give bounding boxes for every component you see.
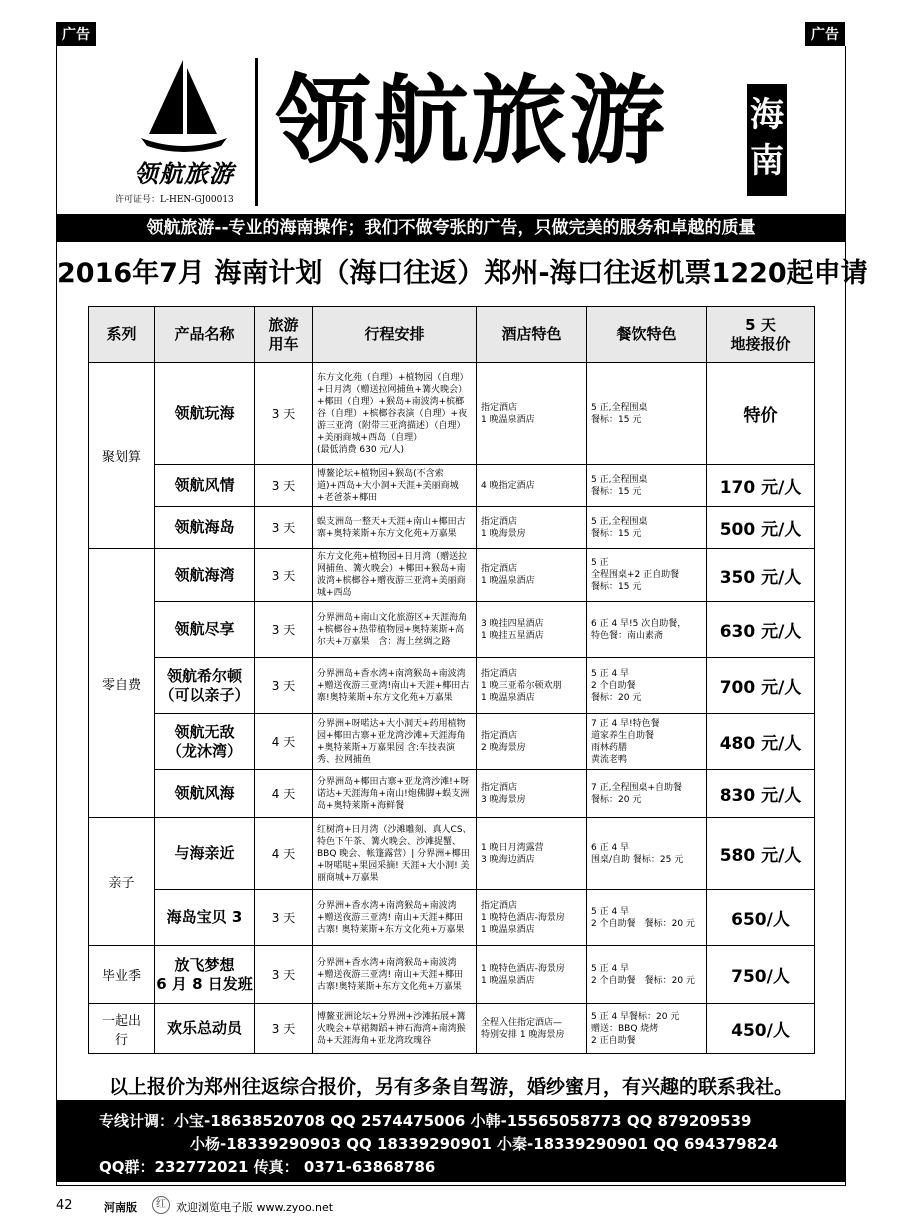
series-cell: 零自费	[89, 549, 155, 818]
hotel-cell: 指定酒店 3 晚海景房	[477, 770, 587, 818]
itinerary-cell: 蜈支洲岛一整天+天涯+南山+椰田古寨+奥特莱斯+东方文化苑+万嘉果	[313, 507, 477, 549]
meal-cell: 5 正 4 早 2 个自助餐 餐标：20 元	[587, 658, 707, 714]
price-cell: 750/人	[707, 946, 815, 1004]
col-header: 行程安排	[313, 307, 477, 363]
price-cell: 700 元/人	[707, 658, 815, 714]
ad-label-left: 广告	[56, 22, 96, 46]
product-name: 领航海湾	[155, 549, 255, 602]
itinerary-cell: 分界洲+呀喏达+大小洞天+药用植物园+椰田古寨+亚龙湾沙滩+天涯海角+奥特莱斯+万嘉果园 含:车技表演秀、拉网捕鱼	[313, 714, 477, 770]
meal-cell: 5 正 全程围桌+2 正自助餐 餐标：15 元	[587, 549, 707, 602]
license-number: 许可证号：L-HEN-GJ00013	[115, 195, 234, 205]
contact-line-3: QQ群：232772021 传真： 0371-63868786	[99, 1158, 436, 1176]
product-name: 领航风情	[155, 465, 255, 507]
hotel-cell: 3 晚挂四星酒店 1 晚挂五星酒店	[477, 602, 587, 658]
product-name: 领航海岛	[155, 507, 255, 549]
hotel-cell: 指定酒店 1 晚温泉酒店	[477, 549, 587, 602]
days-cell: 3 天	[255, 465, 313, 507]
itinerary-cell: 博鳌论坛+植物园+猴岛(不含索道)+西岛+大小洞+天涯+美丽商城+老爸茶+椰田	[313, 465, 477, 507]
meal-cell: 5 正,全程围桌 餐标：15 元	[587, 465, 707, 507]
table-row	[89, 465, 815, 507]
price-cell: 350 元/人	[707, 549, 815, 602]
table-header-row	[89, 307, 815, 363]
page-number: 42	[56, 1198, 73, 1213]
hotel-cell: 4 晚指定酒店	[477, 465, 587, 507]
contact-line-1: 专线计调：小宝-18638520708 QQ 2574475006 小韩-15565058773 QQ 879209539	[99, 1112, 752, 1130]
product-name: 欢乐总动员	[155, 1004, 255, 1054]
itinerary-cell: 分界洲岛+南山文化旅游区+天涯海角+槟榔谷+热带植物园+奥特莱斯+高尔夫+万嘉果 含：海上丝绸之路	[313, 602, 477, 658]
days-cell: 3 天	[255, 946, 313, 1004]
hotel-cell: 1 晚特色酒店-海景房 1 晚温泉酒店	[477, 946, 587, 1004]
days-cell: 4 天	[255, 770, 313, 818]
meal-cell: 6 正 4 早 围桌/自助 餐标：25 元	[587, 818, 707, 890]
table-row	[89, 890, 815, 946]
price-cell: 450/人	[707, 1004, 815, 1054]
table-row	[89, 602, 815, 658]
table-row	[89, 714, 815, 770]
logo-text: 领航旅游	[134, 159, 234, 188]
product-name: 与海亲近	[155, 818, 255, 890]
footer	[56, 1196, 846, 1216]
sailboat-icon	[139, 58, 229, 154]
col-header: 餐饮特色	[587, 307, 707, 363]
meal-cell: 5 正,全程围桌 餐标：15 元	[587, 507, 707, 549]
region-badge: 海南	[747, 84, 787, 196]
table-row	[89, 946, 815, 1004]
itinerary-cell: 分界洲岛+椰田古寨+亚龙湾沙滩!+呀诺达+天涯海角+南山!炮佛脚+蜈支洲岛+奥特莱斯+海鲜餐	[313, 770, 477, 818]
header	[57, 54, 845, 204]
price-cell: 特价	[707, 363, 815, 465]
price-cell: 580 元/人	[707, 818, 815, 890]
price-cell: 480 元/人	[707, 714, 815, 770]
price-cell: 500 元/人	[707, 507, 815, 549]
tour-table	[88, 306, 815, 1054]
days-cell: 3 天	[255, 658, 313, 714]
table-row	[89, 658, 815, 714]
hotel-cell: 指定酒店 1 晚特色酒店-海景房 1 晚温泉酒店	[477, 890, 587, 946]
col-header: 旅游 用车	[255, 307, 313, 363]
price-note: 以上报价为郑州往返综合报价，另有多条自驾游，婚纱蜜月，有兴趣的联系我社。	[108, 1076, 793, 1098]
product-name: 领航玩海	[155, 363, 255, 465]
hotel-cell: 全程入住指定酒店— 特别安排 1 晚海景房	[477, 1004, 587, 1054]
product-name: 领航无敌 （龙沐湾）	[155, 714, 255, 770]
itinerary-cell: 分界洲岛+香水湾+南湾猴岛+南波湾+赠送夜游三亚湾!南山+天涯+椰田古寨!奥特莱斯+东方文化苑+万嘉果	[313, 658, 477, 714]
table-row	[89, 770, 815, 818]
price-cell: 830 元/人	[707, 770, 815, 818]
hotel-cell: 指定酒店 1 晚海景房	[477, 507, 587, 549]
plan-title: 2016年7月 海南计划（海口往返）郑州-海口往返机票1220起申请	[57, 258, 868, 289]
logo	[109, 58, 257, 204]
footer-website: 欢迎浏览电子版 www.zyoo.net	[176, 1201, 334, 1214]
days-cell: 3 天	[255, 507, 313, 549]
series-cell: 一起出 行	[89, 1004, 155, 1054]
product-name: 领航希尔顿 （可以亲子）	[155, 658, 255, 714]
table-row	[89, 507, 815, 549]
contact-line-2: 小杨-18339290903 QQ 18339290901 小秦-18339290901 QQ 694379824	[190, 1135, 778, 1153]
itinerary-cell: 东方文化苑（自理）+植物园（自理）+日月湾（赠送拉网捕鱼+篝火晚会）+椰田（自理）+猴岛+南波湾+槟榔谷（自理）+槟榔谷表演（自理）+夜游三亚湾（附带三亚湾描述）（自理）+美丽商城+西岛（自理） (最低消费 630 元/人)	[313, 363, 477, 465]
hotel-cell: 指定酒店 1 晚三亚希尔顿欢朋 1 晚温泉酒店	[477, 658, 587, 714]
col-header: 5 天 地接报价	[707, 307, 815, 363]
days-cell: 4 天	[255, 714, 313, 770]
hotel-cell: 1 晚日月湾露营 3 晚海边酒店	[477, 818, 587, 890]
series-cell: 聚划算	[89, 363, 155, 549]
slogan-bar: 领航旅游--专业的海南操作；我们不做夸张的广告，只做完美的服务和卓越的质量	[57, 214, 845, 242]
meal-cell: 7 正 4 早!特色餐 道家养生自助餐 雨林药膳 黄流老鸭	[587, 714, 707, 770]
series-cell: 毕业季	[89, 946, 155, 1004]
itinerary-cell: 东方文化苑+植物园+日月湾（赠送拉网捕鱼、篝火晚会）+椰田+猴岛+南波湾+槟榔谷+赠夜游三亚湾+美丽商城+西岛	[313, 549, 477, 602]
days-cell: 3 天	[255, 602, 313, 658]
days-cell: 3 天	[255, 363, 313, 465]
price-cell: 650/人	[707, 890, 815, 946]
price-cell: 630 元/人	[707, 602, 815, 658]
days-cell: 3 天	[255, 1004, 313, 1054]
product-name: 海岛宝贝 3	[155, 890, 255, 946]
days-cell: 3 天	[255, 549, 313, 602]
meal-cell: 5 正,全程围桌 餐标：15 元	[587, 363, 707, 465]
days-cell: 4 天	[255, 818, 313, 890]
hotel-cell: 指定酒店 2 晚海景房	[477, 714, 587, 770]
color-badge: 红	[152, 1196, 170, 1214]
meal-cell: 5 正 4 早 2 个自助餐 餐标：20 元	[587, 890, 707, 946]
table-row	[89, 818, 815, 890]
meal-cell: 7 正,全程围桌+自助餐 餐标：20 元	[587, 770, 707, 818]
table-row	[89, 1004, 815, 1054]
meal-cell: 6 正 4 早!5 次自助餐， 特色餐：南山素斋	[587, 602, 707, 658]
table-row	[89, 549, 815, 602]
product-name: 放飞梦想 6 月 8 日发班	[155, 946, 255, 1004]
itinerary-cell: 分界洲+香水湾+南湾猴岛+南波湾+赠送夜游三亚湾! 南山+天涯+椰田古寨!奥特莱斯+东方文化苑+万嘉果	[313, 946, 477, 1004]
brand-title: 领航旅游	[275, 65, 667, 177]
days-cell: 3 天	[255, 890, 313, 946]
price-cell: 170 元/人	[707, 465, 815, 507]
itinerary-cell: 分界洲+香水湾+南湾猴岛+南波湾+赠送夜游三亚湾! 南山+天涯+椰田古寨! 奥特莱斯+东方文化苑+万嘉果	[313, 890, 477, 946]
product-name: 领航尽享	[155, 602, 255, 658]
ad-label-right: 广告	[805, 22, 845, 46]
edition-label: 河南版	[104, 1201, 137, 1214]
col-header: 酒店特色	[477, 307, 587, 363]
meal-cell: 5 正 4 早 2 个自助餐 餐标：20 元	[587, 946, 707, 1004]
itinerary-cell: 博鳌亚洲论坛+分界洲+沙滩拓展+篝火晚会+草裙舞蹈+神石海湾+南湾猴岛+天涯海角+亚龙湾玫瑰谷	[313, 1004, 477, 1054]
meal-cell: 5 正 4 早餐标：20 元 赠送：BBQ 烧烤 2 正自助餐	[587, 1004, 707, 1054]
contact-box	[57, 1100, 845, 1182]
product-name: 领航风海	[155, 770, 255, 818]
col-header: 系列	[89, 307, 155, 363]
col-header: 产品名称	[155, 307, 255, 363]
series-cell: 亲子	[89, 818, 155, 946]
table-row	[89, 363, 815, 465]
header-divider	[255, 58, 258, 206]
hotel-cell: 指定酒店 1 晚温泉酒店	[477, 363, 587, 465]
itinerary-cell: 红树湾+日月湾（沙滩雕刻、真人CS、特色下午茶、篝火晚会、沙滩捉蟹、BBQ 晚会、帐篷露营）| 分界洲+椰田+呀喏哒+果园采摘! 天涯+大小洞! 美丽商城+万嘉果	[313, 818, 477, 890]
